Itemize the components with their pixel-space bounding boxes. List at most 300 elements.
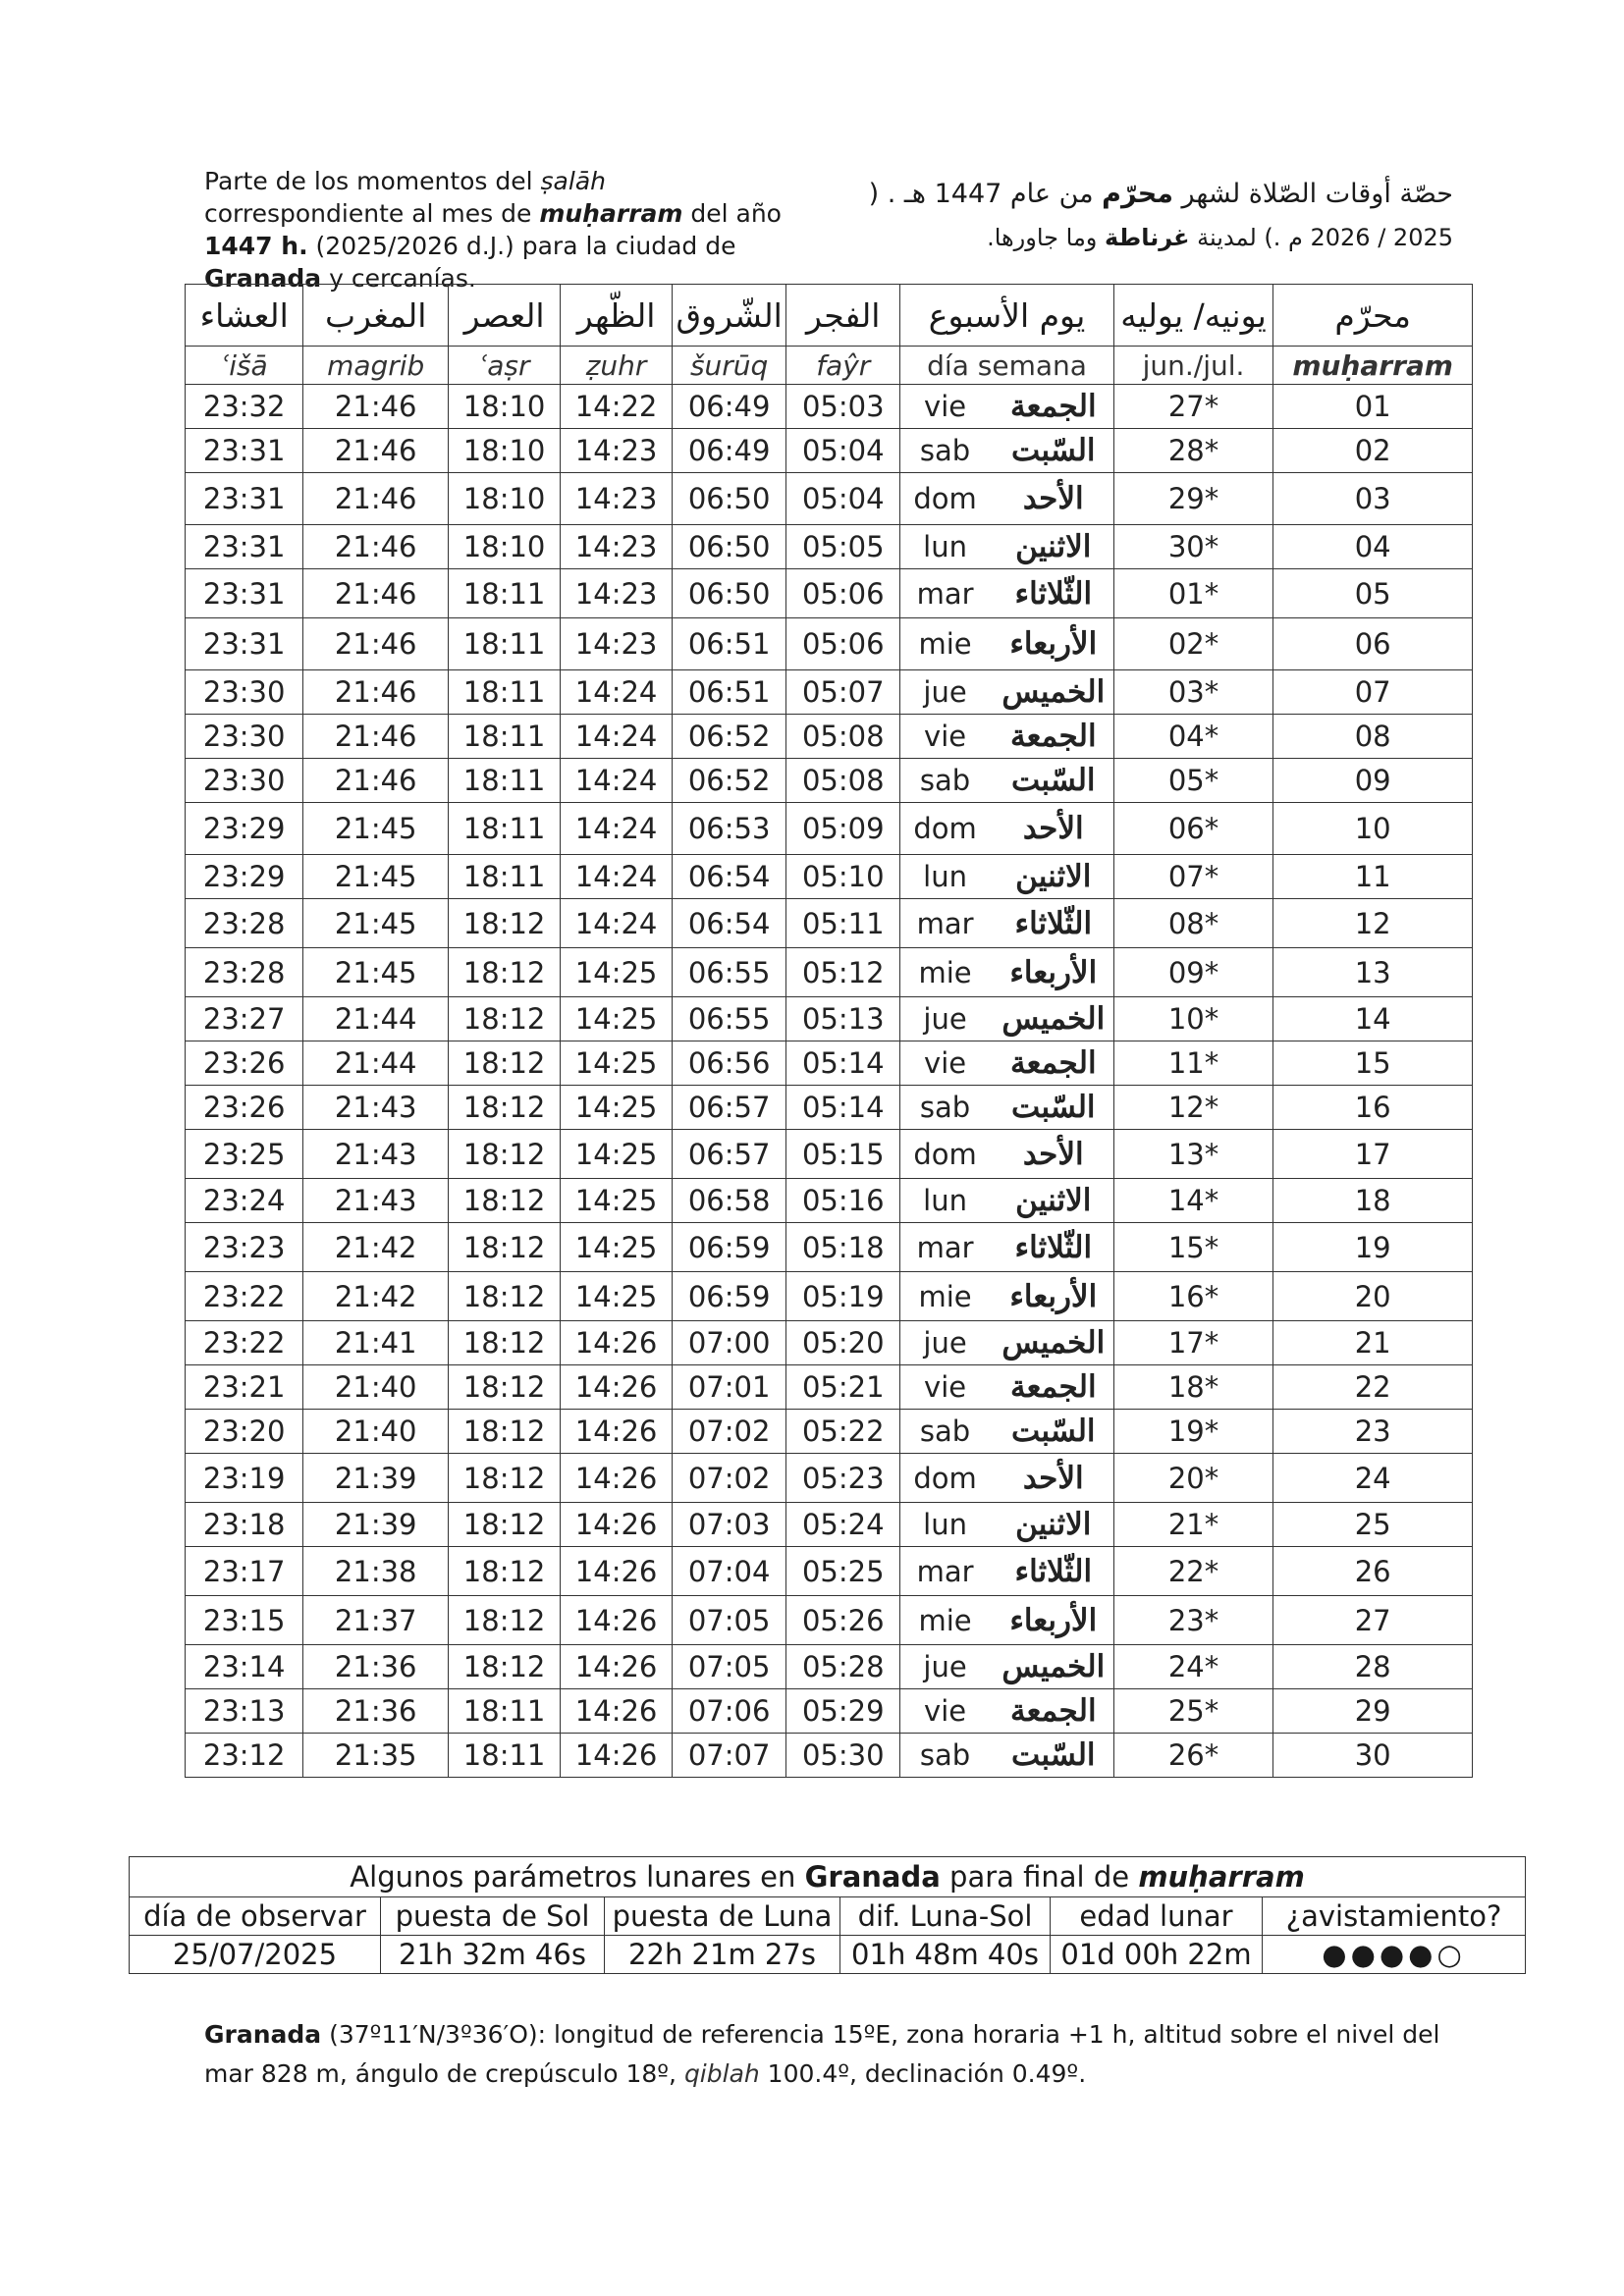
intro-ar-month: محرّم	[1102, 179, 1173, 209]
fajr-cell: 05:06	[786, 569, 900, 618]
table-row	[186, 1321, 1473, 1365]
gregorian-date-cell: 04*	[1113, 715, 1273, 759]
gregorian-date-cell: 25*	[1113, 1689, 1273, 1734]
fajr-cell: 05:21	[786, 1365, 900, 1410]
header-gregorian: jun./jul.	[1113, 347, 1273, 385]
table-row	[186, 803, 1473, 855]
muharram-day-cell: 13	[1273, 948, 1473, 997]
weekday-es-cell: dom	[900, 1130, 994, 1179]
muharram-day-cell: 26	[1273, 1547, 1473, 1596]
gregorian-date-cell: 02*	[1113, 618, 1273, 670]
gregorian-date-cell: 20*	[1113, 1454, 1273, 1503]
zuhr-cell: 14:24	[561, 670, 673, 715]
intro-text: correspondiente al mes de	[204, 199, 540, 228]
gregorian-date-cell: 09*	[1113, 948, 1273, 997]
weekday-ar-cell: السّبت	[994, 1410, 1113, 1454]
fajr-cell: 05:05	[786, 525, 900, 569]
lunar-header: puesta de Luna	[605, 1897, 840, 1936]
table-row	[186, 1272, 1473, 1321]
muharram-day-cell: 03	[1273, 473, 1473, 525]
fajr-cell: 05:12	[786, 948, 900, 997]
zuhr-cell: 14:25	[561, 948, 673, 997]
lunar-sighting-dots: ●●●●○	[1263, 1936, 1526, 1974]
weekday-ar-cell: الاثنين	[994, 855, 1113, 899]
header-fajr-ar: الفجر	[786, 285, 900, 347]
table-row	[186, 1130, 1473, 1179]
intro-arabic-line1	[844, 173, 1453, 216]
gregorian-date-cell: 03*	[1113, 670, 1273, 715]
magrib-cell: 21:46	[303, 759, 449, 803]
asr-cell: 18:12	[449, 1454, 561, 1503]
weekday-es-cell: vie	[900, 385, 994, 429]
zuhr-cell: 14:23	[561, 429, 673, 473]
magrib-cell: 21:43	[303, 1086, 449, 1130]
lunar-title-text: para final de	[940, 1860, 1139, 1894]
asr-cell: 18:10	[449, 429, 561, 473]
muharram-day-cell: 29	[1273, 1689, 1473, 1734]
table-row	[186, 429, 1473, 473]
zuhr-cell: 14:26	[561, 1503, 673, 1547]
table-row	[186, 1365, 1473, 1410]
weekday-ar-cell: الجمعة	[994, 1365, 1113, 1410]
muharram-day-cell: 07	[1273, 670, 1473, 715]
gregorian-date-cell: 24*	[1113, 1645, 1273, 1689]
weekday-es-cell: sab	[900, 1734, 994, 1778]
zuhr-cell: 14:26	[561, 1365, 673, 1410]
intro-arabic	[844, 173, 1453, 259]
fajr-cell: 05:16	[786, 1179, 900, 1223]
table-row	[186, 1086, 1473, 1130]
intro-text: del año	[682, 199, 782, 228]
magrib-cell: 21:39	[303, 1454, 449, 1503]
table-row	[186, 618, 1473, 670]
asr-cell: 18:11	[449, 715, 561, 759]
asr-cell: 18:11	[449, 803, 561, 855]
isha-cell: 23:28	[186, 948, 303, 997]
table-row	[186, 899, 1473, 948]
magrib-cell: 21:46	[303, 385, 449, 429]
lunar-title-row	[130, 1857, 1526, 1897]
muharram-day-cell: 30	[1273, 1734, 1473, 1778]
weekday-ar-cell: الثّلاثاء	[994, 1223, 1113, 1272]
zuhr-cell: 14:24	[561, 899, 673, 948]
footer-city: Granada	[204, 2020, 322, 2049]
magrib-cell: 21:39	[303, 1503, 449, 1547]
magrib-cell: 21:36	[303, 1645, 449, 1689]
zuhr-cell: 14:26	[561, 1410, 673, 1454]
magrib-cell: 21:44	[303, 1041, 449, 1086]
isha-cell: 23:30	[186, 670, 303, 715]
gregorian-date-cell: 16*	[1113, 1272, 1273, 1321]
lunar-moonset: 22h 21m 27s	[605, 1936, 840, 1974]
gregorian-date-cell: 27*	[1113, 385, 1273, 429]
weekday-ar-cell: الأربعاء	[994, 1272, 1113, 1321]
asr-cell: 18:12	[449, 1596, 561, 1645]
weekday-es-cell: sab	[900, 759, 994, 803]
muharram-day-cell: 09	[1273, 759, 1473, 803]
weekday-es-cell: sab	[900, 1410, 994, 1454]
table-row	[186, 1689, 1473, 1734]
weekday-es-cell: vie	[900, 1041, 994, 1086]
shuruq-cell: 07:03	[673, 1503, 786, 1547]
gregorian-date-cell: 08*	[1113, 899, 1273, 948]
intro-ar-text: من عام 1447 هـ . (	[868, 179, 1103, 209]
table-row	[186, 1645, 1473, 1689]
asr-cell: 18:12	[449, 899, 561, 948]
fajr-cell: 05:10	[786, 855, 900, 899]
isha-cell: 23:19	[186, 1454, 303, 1503]
isha-cell: 23:24	[186, 1179, 303, 1223]
muharram-day-cell: 23	[1273, 1410, 1473, 1454]
lunar-header: edad lunar	[1051, 1897, 1263, 1936]
table-row	[186, 997, 1473, 1041]
lunar-parameters-table	[129, 1856, 1526, 1974]
shuruq-cell: 06:49	[673, 429, 786, 473]
zuhr-cell: 14:25	[561, 997, 673, 1041]
zuhr-cell: 14:22	[561, 385, 673, 429]
table-row	[186, 948, 1473, 997]
lunar-header: dif. Luna-Sol	[840, 1897, 1051, 1936]
gregorian-date-cell: 07*	[1113, 855, 1273, 899]
intro-text: (2025/2026 d.J.) para la ciudad de	[307, 232, 736, 260]
isha-cell: 23:29	[186, 855, 303, 899]
header-gregorian-ar: يونيه/ يوليه	[1113, 285, 1273, 347]
fajr-cell: 05:11	[786, 899, 900, 948]
asr-cell: 18:12	[449, 1272, 561, 1321]
asr-cell: 18:12	[449, 1223, 561, 1272]
muharram-day-cell: 10	[1273, 803, 1473, 855]
weekday-es-cell: mar	[900, 1223, 994, 1272]
lunar-sunset: 21h 32m 46s	[381, 1936, 605, 1974]
table-row	[186, 473, 1473, 525]
isha-cell: 23:22	[186, 1321, 303, 1365]
weekday-ar-cell: الاثنين	[994, 1503, 1113, 1547]
isha-cell: 23:25	[186, 1130, 303, 1179]
gregorian-date-cell: 30*	[1113, 525, 1273, 569]
muharram-day-cell: 12	[1273, 899, 1473, 948]
table-row	[186, 1454, 1473, 1503]
table-row	[186, 670, 1473, 715]
weekday-ar-cell: الجمعة	[994, 715, 1113, 759]
gregorian-date-cell: 10*	[1113, 997, 1273, 1041]
header-fajr: faŷr	[786, 347, 900, 385]
weekday-ar-cell: الخميس	[994, 670, 1113, 715]
asr-cell: 18:12	[449, 1503, 561, 1547]
fajr-cell: 05:26	[786, 1596, 900, 1645]
shuruq-cell: 06:54	[673, 899, 786, 948]
gregorian-date-cell: 12*	[1113, 1086, 1273, 1130]
isha-cell: 23:31	[186, 618, 303, 670]
isha-cell: 23:31	[186, 525, 303, 569]
header-shuruq-ar: الشّروق	[673, 285, 786, 347]
zuhr-cell: 14:26	[561, 1321, 673, 1365]
asr-cell: 18:12	[449, 1410, 561, 1454]
lunar-header: ¿avistamiento?	[1263, 1897, 1526, 1936]
weekday-es-cell: jue	[900, 997, 994, 1041]
isha-cell: 23:30	[186, 759, 303, 803]
isha-cell: 23:22	[186, 1272, 303, 1321]
weekday-ar-cell: الخميس	[994, 1645, 1113, 1689]
footer-text: 100.4º, declinación 0.49º.	[759, 2059, 1087, 2088]
muharram-day-cell: 04	[1273, 525, 1473, 569]
muharram-day-cell: 25	[1273, 1503, 1473, 1547]
table-row	[186, 1179, 1473, 1223]
magrib-cell: 21:41	[303, 1321, 449, 1365]
muharram-day-cell: 14	[1273, 997, 1473, 1041]
zuhr-cell: 14:25	[561, 1223, 673, 1272]
table-row	[186, 1503, 1473, 1547]
shuruq-cell: 06:57	[673, 1130, 786, 1179]
magrib-cell: 21:42	[303, 1223, 449, 1272]
weekday-ar-cell: الجمعة	[994, 385, 1113, 429]
isha-cell: 23:31	[186, 473, 303, 525]
asr-cell: 18:11	[449, 759, 561, 803]
intro-month: muḥarram	[539, 199, 683, 228]
magrib-cell: 21:46	[303, 618, 449, 670]
fajr-cell: 05:14	[786, 1086, 900, 1130]
table-row	[186, 1223, 1473, 1272]
table-row	[186, 569, 1473, 618]
header-asr: ʿaṣr	[449, 347, 561, 385]
asr-cell: 18:12	[449, 1645, 561, 1689]
shuruq-cell: 06:58	[673, 1179, 786, 1223]
gregorian-date-cell: 22*	[1113, 1547, 1273, 1596]
shuruq-cell: 06:53	[673, 803, 786, 855]
table-row	[186, 715, 1473, 759]
isha-cell: 23:26	[186, 1086, 303, 1130]
fajr-cell: 05:08	[786, 759, 900, 803]
fajr-cell: 05:07	[786, 670, 900, 715]
zuhr-cell: 14:25	[561, 1086, 673, 1130]
weekday-ar-cell: الأحد	[994, 473, 1113, 525]
weekday-es-cell: dom	[900, 1454, 994, 1503]
weekday-ar-cell: الاثنين	[994, 525, 1113, 569]
gregorian-date-cell: 06*	[1113, 803, 1273, 855]
magrib-cell: 21:45	[303, 803, 449, 855]
muharram-day-cell: 16	[1273, 1086, 1473, 1130]
lunar-header-row	[130, 1897, 1526, 1936]
header-shuruq: šurūq	[673, 347, 786, 385]
shuruq-cell: 07:06	[673, 1689, 786, 1734]
isha-cell: 23:29	[186, 803, 303, 855]
magrib-cell: 21:46	[303, 715, 449, 759]
zuhr-cell: 14:25	[561, 1041, 673, 1086]
weekday-es-cell: mar	[900, 899, 994, 948]
gregorian-date-cell: 19*	[1113, 1410, 1273, 1454]
zuhr-cell: 14:24	[561, 803, 673, 855]
table-row	[186, 1547, 1473, 1596]
muharram-day-cell: 06	[1273, 618, 1473, 670]
muharram-day-cell: 18	[1273, 1179, 1473, 1223]
muharram-day-cell: 11	[1273, 855, 1473, 899]
zuhr-cell: 14:26	[561, 1645, 673, 1689]
weekday-es-cell: vie	[900, 1689, 994, 1734]
weekday-ar-cell: الاثنين	[994, 1179, 1113, 1223]
gregorian-date-cell: 17*	[1113, 1321, 1273, 1365]
asr-cell: 18:12	[449, 1179, 561, 1223]
fajr-cell: 05:20	[786, 1321, 900, 1365]
zuhr-cell: 14:23	[561, 473, 673, 525]
table-row	[186, 1734, 1473, 1778]
asr-cell: 18:11	[449, 569, 561, 618]
fajr-cell: 05:25	[786, 1547, 900, 1596]
intro-ar-city: غرناطة	[1105, 224, 1190, 251]
shuruq-cell: 07:01	[673, 1365, 786, 1410]
isha-cell: 23:12	[186, 1734, 303, 1778]
weekday-ar-cell: السّبت	[994, 1734, 1113, 1778]
asr-cell: 18:11	[449, 670, 561, 715]
weekday-es-cell: mie	[900, 618, 994, 670]
shuruq-cell: 07:00	[673, 1321, 786, 1365]
weekday-es-cell: lun	[900, 1179, 994, 1223]
isha-cell: 23:27	[186, 997, 303, 1041]
magrib-cell: 21:36	[303, 1689, 449, 1734]
magrib-cell: 21:45	[303, 948, 449, 997]
isha-cell: 23:23	[186, 1223, 303, 1272]
shuruq-cell: 06:57	[673, 1086, 786, 1130]
muharram-day-cell: 24	[1273, 1454, 1473, 1503]
isha-cell: 23:21	[186, 1365, 303, 1410]
asr-cell: 18:12	[449, 997, 561, 1041]
zuhr-cell: 14:25	[561, 1179, 673, 1223]
header-magrib-ar: المغرب	[303, 285, 449, 347]
isha-cell: 23:26	[186, 1041, 303, 1086]
weekday-es-cell: mie	[900, 1272, 994, 1321]
lunar-moon-sun-diff: 01h 48m 40s	[840, 1936, 1051, 1974]
isha-cell: 23:31	[186, 429, 303, 473]
muharram-day-cell: 20	[1273, 1272, 1473, 1321]
shuruq-cell: 07:05	[673, 1596, 786, 1645]
fajr-cell: 05:18	[786, 1223, 900, 1272]
fajr-cell: 05:30	[786, 1734, 900, 1778]
fajr-cell: 05:29	[786, 1689, 900, 1734]
weekday-ar-cell: الثّلاثاء	[994, 569, 1113, 618]
header-zuhr-ar: الظّهر	[561, 285, 673, 347]
gregorian-date-cell: 18*	[1113, 1365, 1273, 1410]
weekday-ar-cell: الأحد	[994, 803, 1113, 855]
weekday-es-cell: dom	[900, 803, 994, 855]
zuhr-cell: 14:26	[561, 1547, 673, 1596]
weekday-ar-cell: السّبت	[994, 759, 1113, 803]
footer-text: (37º11′N/3º36′O): longitud de referencia 15ºE, zona horaria +1 h, altitud sobre el nivel del mar 828 m, ángulo de crepúsculo 18º,	[204, 2020, 1440, 2088]
isha-cell: 23:14	[186, 1645, 303, 1689]
magrib-cell: 21:44	[303, 997, 449, 1041]
gregorian-date-cell: 28*	[1113, 429, 1273, 473]
asr-cell: 18:12	[449, 948, 561, 997]
magrib-cell: 21:46	[303, 525, 449, 569]
weekday-es-cell: jue	[900, 1321, 994, 1365]
shuruq-cell: 06:51	[673, 670, 786, 715]
magrib-cell: 21:46	[303, 670, 449, 715]
fajr-cell: 05:08	[786, 715, 900, 759]
fajr-cell: 05:23	[786, 1454, 900, 1503]
prayer-times-table	[185, 284, 1473, 1778]
gregorian-date-cell: 11*	[1113, 1041, 1273, 1086]
asr-cell: 18:12	[449, 1547, 561, 1596]
arabic-header-row	[186, 285, 1473, 347]
muharram-day-cell: 15	[1273, 1041, 1473, 1086]
zuhr-cell: 14:23	[561, 569, 673, 618]
weekday-es-cell: jue	[900, 1645, 994, 1689]
header-magrib: magrib	[303, 347, 449, 385]
lunar-title-city: Granada	[804, 1860, 941, 1894]
magrib-cell: 21:45	[303, 855, 449, 899]
lunar-age: 01d 00h 22m	[1051, 1936, 1263, 1974]
magrib-cell: 21:37	[303, 1596, 449, 1645]
intro-arabic-line2	[844, 216, 1453, 259]
fajr-cell: 05:28	[786, 1645, 900, 1689]
shuruq-cell: 07:02	[673, 1454, 786, 1503]
asr-cell: 18:12	[449, 1130, 561, 1179]
zuhr-cell: 14:26	[561, 1454, 673, 1503]
weekday-ar-cell: الأحد	[994, 1454, 1113, 1503]
lunar-observation-date: 25/07/2025	[130, 1936, 381, 1974]
isha-cell: 23:32	[186, 385, 303, 429]
gregorian-date-cell: 26*	[1113, 1734, 1273, 1778]
weekday-es-cell: mie	[900, 1596, 994, 1645]
magrib-cell: 21:46	[303, 473, 449, 525]
fajr-cell: 05:24	[786, 1503, 900, 1547]
weekday-ar-cell: الثّلاثاء	[994, 899, 1113, 948]
weekday-ar-cell: السّبت	[994, 429, 1113, 473]
zuhr-cell: 14:23	[561, 525, 673, 569]
zuhr-cell: 14:24	[561, 855, 673, 899]
zuhr-cell: 14:26	[561, 1734, 673, 1778]
asr-cell: 18:11	[449, 618, 561, 670]
fajr-cell: 05:04	[786, 429, 900, 473]
asr-cell: 18:12	[449, 1365, 561, 1410]
header-muharram-ar: محرّم	[1273, 285, 1473, 347]
weekday-es-cell: sab	[900, 1086, 994, 1130]
header-weekday-ar: يوم الأسبوع	[900, 285, 1113, 347]
muharram-day-cell: 27	[1273, 1596, 1473, 1645]
intro-year: 1447 h.	[204, 232, 308, 260]
gregorian-date-cell: 05*	[1113, 759, 1273, 803]
gregorian-date-cell: 15*	[1113, 1223, 1273, 1272]
magrib-cell: 21:43	[303, 1179, 449, 1223]
muharram-day-cell: 19	[1273, 1223, 1473, 1272]
shuruq-cell: 06:50	[673, 569, 786, 618]
intro-text: y cercanías.	[321, 264, 476, 293]
isha-cell: 23:18	[186, 1503, 303, 1547]
weekday-es-cell: mar	[900, 569, 994, 618]
shuruq-cell: 07:07	[673, 1734, 786, 1778]
magrib-cell: 21:38	[303, 1547, 449, 1596]
table-row	[186, 1596, 1473, 1645]
muharram-day-cell: 21	[1273, 1321, 1473, 1365]
muharram-day-cell: 05	[1273, 569, 1473, 618]
magrib-cell: 21:46	[303, 569, 449, 618]
fajr-cell: 05:15	[786, 1130, 900, 1179]
magrib-cell: 21:45	[303, 899, 449, 948]
lunar-title	[130, 1857, 1526, 1897]
gregorian-date-cell: 29*	[1113, 473, 1273, 525]
muharram-day-cell: 28	[1273, 1645, 1473, 1689]
weekday-ar-cell: السّبت	[994, 1086, 1113, 1130]
weekday-es-cell: lun	[900, 525, 994, 569]
isha-cell: 23:20	[186, 1410, 303, 1454]
prayer-times-body	[186, 385, 1473, 1778]
shuruq-cell: 07:04	[673, 1547, 786, 1596]
shuruq-cell: 06:59	[673, 1223, 786, 1272]
footer-qiblah: qiblah	[683, 2059, 760, 2088]
magrib-cell: 21:42	[303, 1272, 449, 1321]
table-row	[186, 385, 1473, 429]
intro-salah: ṣalāh	[540, 167, 606, 195]
fajr-cell: 05:06	[786, 618, 900, 670]
shuruq-cell: 06:54	[673, 855, 786, 899]
zuhr-cell: 14:26	[561, 1596, 673, 1645]
